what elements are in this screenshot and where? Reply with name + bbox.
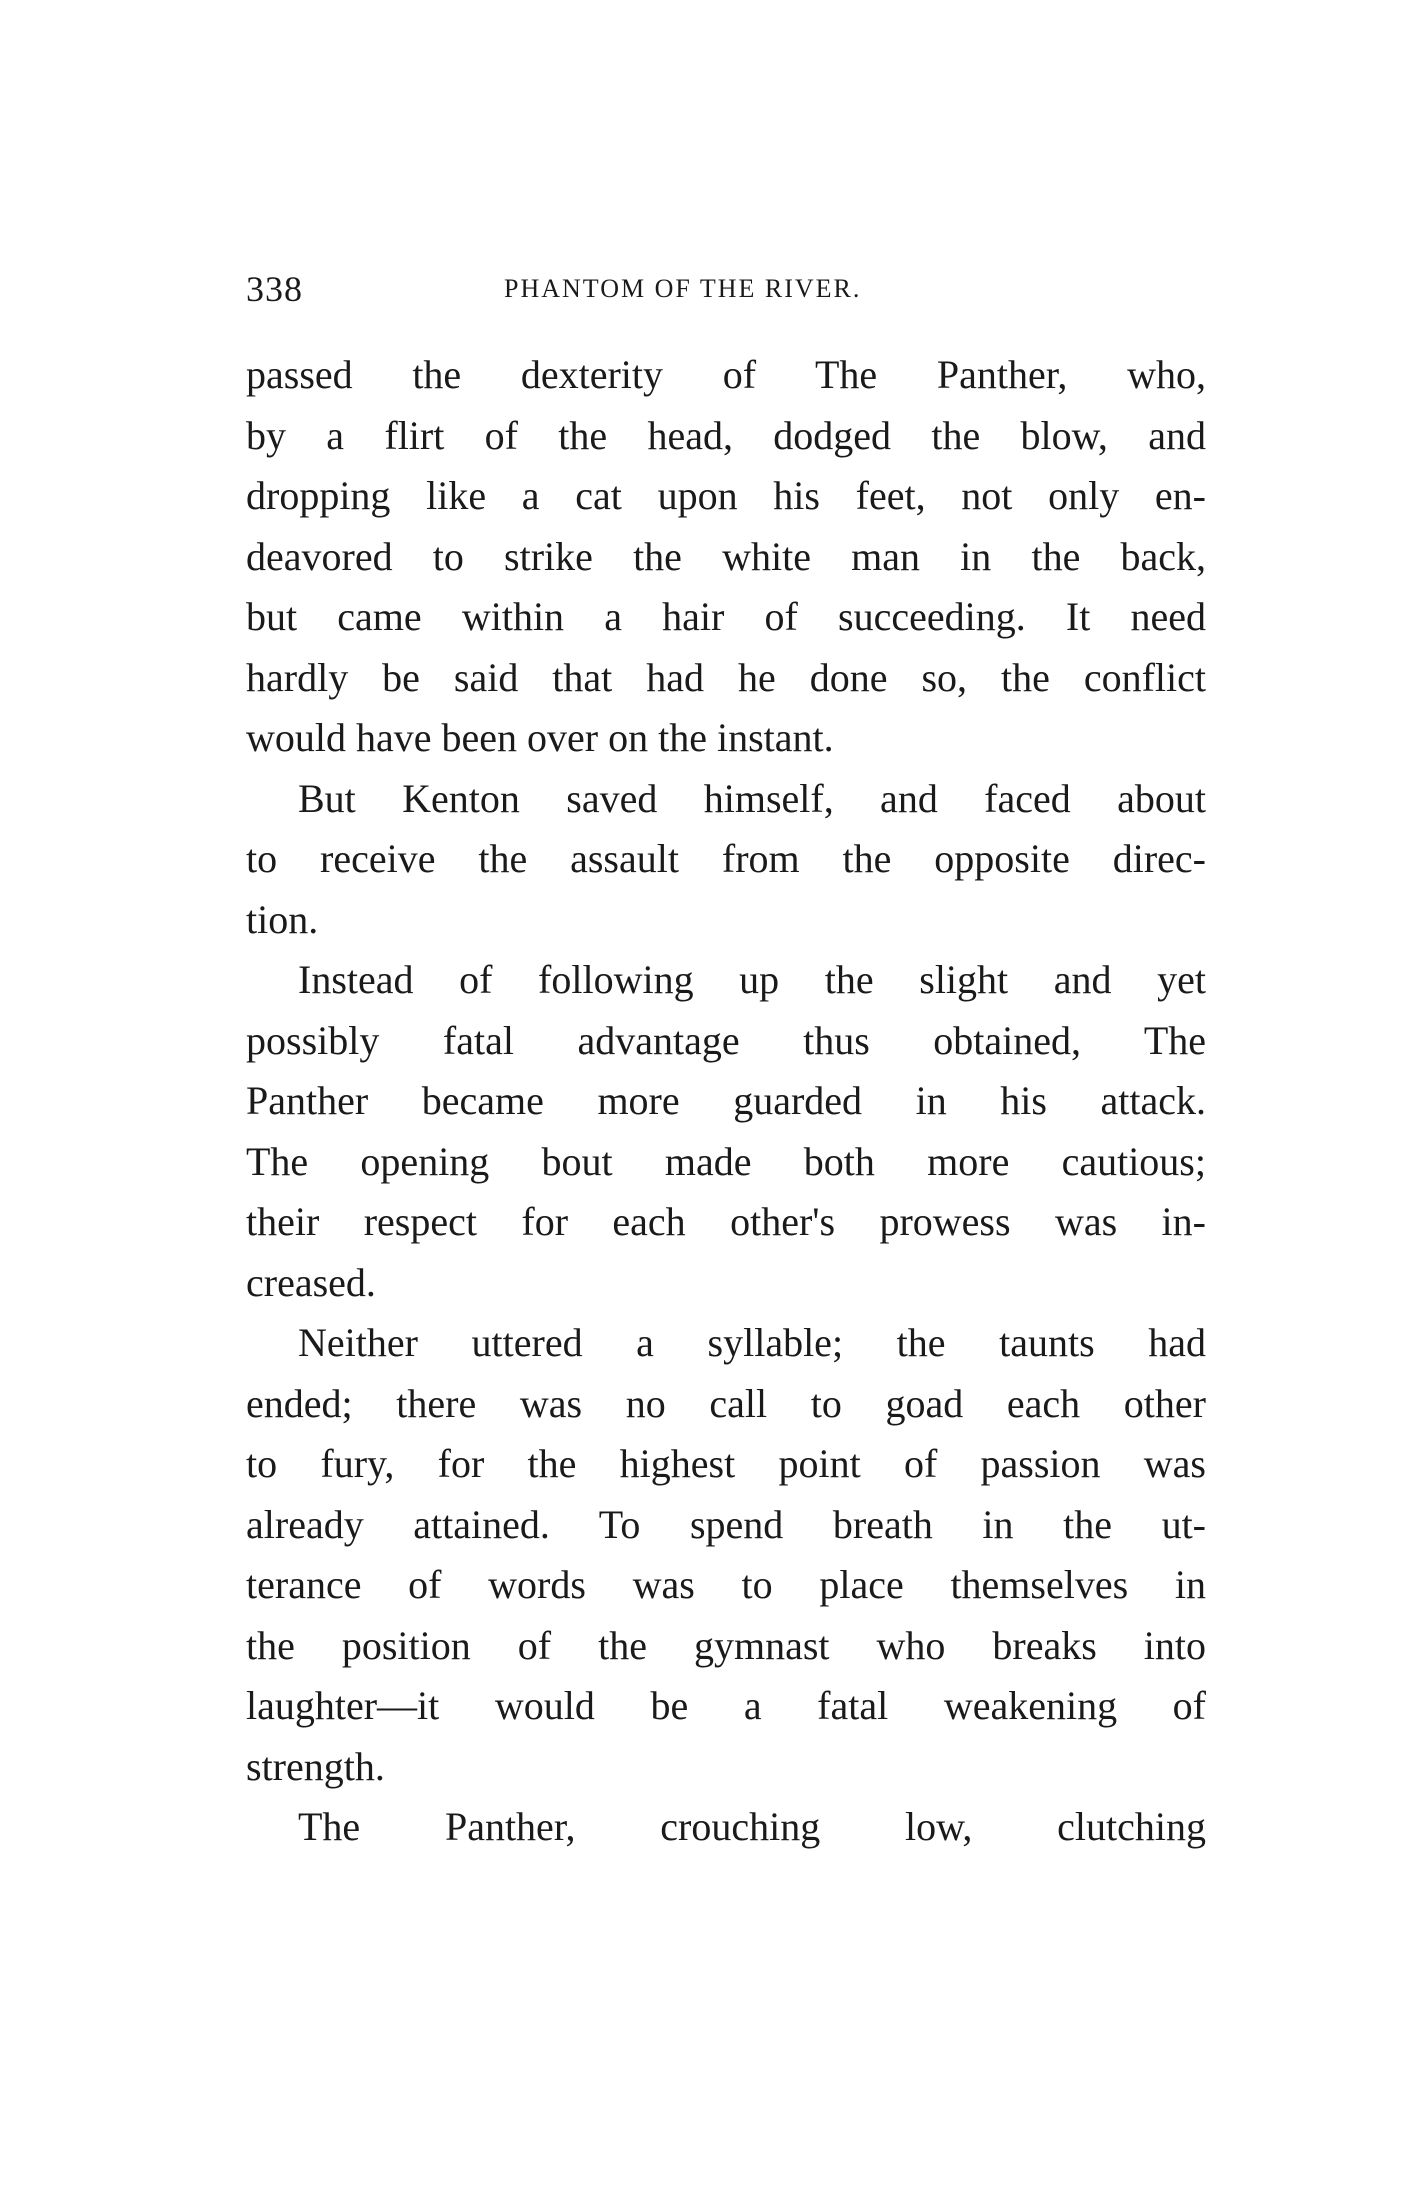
text-line: Neither uttered a syllable; the taunts had [298,1320,1206,1365]
text-line: to fury, for the highest point of passion was [246,1441,1206,1486]
body-text [246,345,1206,1858]
text-line: hardly be said that had he done so, the conflict [246,654,1206,700]
text-line: possibly fatal advantage thus obtained, The [246,1017,1206,1063]
text-line: laughter—it would be a fatal weakening of [246,1683,1206,1728]
text-line: The opening bout made both more cautious; [246,1138,1206,1184]
text-line: passed the dexterity of The Panther, who, [246,352,1206,397]
text-line: ended; there was no call to goad each other [246,1380,1206,1426]
text-line: terance of words was to place themselves in [246,1562,1206,1607]
text-line: Panther became more guarded in his attack. [246,1078,1206,1123]
running-title: PHANTOM OF THE RIVER. [504,274,862,303]
page-number: 338 [246,269,303,309]
text-line: the position of the gymnast who breaks into [246,1622,1206,1668]
text-line: But Kenton saved himself, and faced about [298,775,1206,821]
text-line: their respect for each other's prowess was in- [246,1199,1206,1244]
running-head [246,268,1206,308]
text-line: strength. [246,1743,385,1789]
text-line: creased. [246,1259,376,1305]
text-line: dropping like a cat upon his feet, not only en- [246,473,1206,518]
text-line: The Panther, crouching low, clutching [298,1804,1206,1849]
text-line: Instead of following up the slight and yet [298,957,1206,1002]
text-line: deavored to strike the white man in the back, [246,533,1206,579]
text-line: but came within a hair of succeeding. It need [246,594,1206,639]
text-line: to receive the assault from the opposite direc- [246,836,1206,881]
text-line: would have been over on the instant. [246,715,834,760]
text-line: by a flirt of the head, dodged the blow, and [246,412,1206,458]
text-line: tion. [246,896,319,942]
text-line: already attained. To spend breath in the ut- [246,1501,1206,1547]
